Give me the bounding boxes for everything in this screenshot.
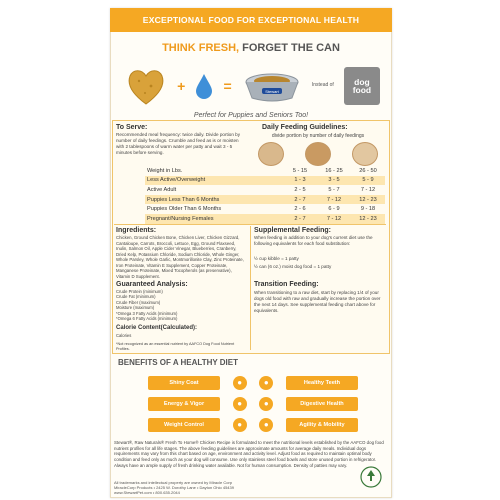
- supplemental-title: Supplemental Feeding:: [254, 227, 332, 234]
- large-dog-icon: [352, 142, 378, 166]
- paw-icon: ●: [233, 376, 247, 390]
- tagline: Perfect for Puppies and Seniors Too!: [193, 112, 309, 119]
- medium-dog-icon: [305, 142, 331, 166]
- paw-icon: ●: [259, 397, 273, 411]
- headline-part1: THINK FRESH,: [162, 42, 243, 54]
- supplemental-line2: ½ can (6 oz.) moist dog food = 1 patty: [254, 264, 332, 269]
- paw-icon: ●: [233, 397, 247, 411]
- top-banner: EXCEPTIONAL FOOD FOR EXCEPTIONAL HEALTH: [110, 8, 392, 32]
- guidelines-title: Daily Feeding Guidelines:: [262, 124, 348, 131]
- supplemental-text: When feeding in addition to your dog's current diet use the following equivalents for each food substitution:: [254, 235, 373, 246]
- headline-part2: FORGET THE CAN: [242, 42, 340, 54]
- address-block: [114, 480, 354, 496]
- instead-of-label: Instead of: [311, 82, 334, 89]
- feeding-table: [145, 166, 385, 224]
- benefit-row: [148, 372, 358, 393]
- table-row: Pregnant/Nursing Females 2 - 7 7 - 12 12 - 23: [145, 214, 385, 224]
- table-row: Puppies Less Than 6 Months 2 - 7 7 - 12 12 - 23: [145, 195, 385, 205]
- benefits-title: BENEFITS OF A HEALTHY DIET: [118, 358, 239, 367]
- food-bowl-icon: [242, 68, 302, 104]
- can-label: dog food: [352, 76, 372, 95]
- supplemental-line1: ½ cup kibble = 1 patty: [254, 256, 299, 261]
- visual-equation: [125, 60, 380, 112]
- column-divider: [250, 226, 251, 350]
- ingredients-text: Chicken, Ground Chicken Bone, Chicken Liver, Chicken Gizzard, Cantaloupe, Carrots, Broccoli, Lettuce, Egg, Ground Flaxseed, Inulin, Salmon Oil, Apple Cider Vinegar, Blueberries, Cranberry, Dried Kelp, Potassium Chloride, Sodium Chloride, Whole Ginger, Whole Parsley, Whole Garlic, Montmorillonite Clay, Zinc Proteinate, Iron Proteinate, Vitamin E Supplement, Copper Proteinate, Manganese Proteinate, Mixed Tocopherols (as preservative), Vitamin D Supplement.: [116, 235, 244, 280]
- guidelines-subtitle: divide portion by number of daily feedings: [271, 133, 365, 139]
- paw-icon: ●: [259, 418, 273, 432]
- recycle-icon: [360, 466, 382, 488]
- benefit-pill: Weight Control: [148, 418, 220, 432]
- analysis-row: *Omega 6 Fatty Acids (minimum): [116, 316, 178, 322]
- heart-patty-icon: [125, 66, 167, 106]
- footnote: *Not recognized as an essential nutrient by AAFCO Dog Food Nutrient Profiles.: [116, 342, 235, 351]
- bowl-brand-label: Stewart: [264, 89, 279, 94]
- analysis-row: Moisture (maximum): [116, 305, 155, 311]
- equals-sign: =: [223, 78, 232, 94]
- benefit-row: [148, 393, 358, 414]
- analysis-row: Crude Fat (minimum): [116, 294, 156, 300]
- table-row: Less Active/Overweight 1 - 3 3 - 5 5 - 9: [145, 176, 385, 186]
- paw-icon: ●: [233, 418, 247, 432]
- address-line: All trademarks and intellectual property are owned by Miracle Corp: [114, 480, 233, 485]
- benefit-pill: Shiny Coat: [148, 376, 220, 390]
- address-line: www.StewartPet.com • 800.635.2044: [114, 490, 180, 496]
- calorie-title: Calorie Content(Calculated):: [116, 325, 198, 331]
- dog-food-can: [344, 67, 380, 105]
- water-drop-icon: [195, 73, 213, 99]
- analysis-row: *Omega 3 Fatty Acids (minimum): [116, 310, 178, 316]
- headline: [110, 42, 392, 54]
- benefit-row: [148, 414, 358, 435]
- analysis-row: Crude Protein (minimum): [116, 289, 163, 294]
- calorie-text: Calories: [116, 333, 132, 338]
- transition-text: When transitioning to a raw diet, start by replacing 1/4 of your dogs old food with raw and gradually increase the portion over the next 14 days. See supplemental feeding chart above for equivalents.: [254, 290, 381, 313]
- table-row: Active Adult 2 - 5 5 - 7 7 - 12: [147, 186, 376, 193]
- dog-size-images: [248, 142, 388, 164]
- analysis-title: Guaranteed Analysis:: [116, 281, 188, 288]
- plus-sign: +: [177, 78, 186, 94]
- section-divider: [114, 224, 386, 225]
- benefit-pill: Healthy Teeth: [286, 376, 358, 390]
- benefit-pill: Agility & Mobility: [286, 418, 358, 432]
- ingredients-title: Ingredients:: [116, 227, 157, 234]
- small-dog-icon: [258, 142, 284, 166]
- to-serve-title: To Serve:: [116, 124, 148, 131]
- table-row: Weight in Lbs. 5 - 15 16 - 25 26 - 50: [147, 167, 377, 174]
- transition-title: Transition Feeding:: [254, 281, 319, 288]
- benefits-grid: [148, 372, 358, 435]
- paw-icon: ●: [259, 376, 273, 390]
- analysis-list: [116, 289, 246, 322]
- benefit-pill: Digestive Health: [286, 397, 358, 411]
- to-serve-text: Recommended meal frequency: twice daily. Divide portion by number of daily feedings. Crumble and feed as is or moisten with 2 tablespoons of warm water per patty and wait 3 - 5 minutes before serving.: [116, 132, 241, 155]
- table-row: Puppies Older Than 6 Months 2 - 6 6 - 9 9 - 18: [147, 206, 376, 213]
- benefit-pill: Energy & Vigor: [148, 397, 220, 411]
- address-line: MiracleCorp Products • 2425 W. Dorothy Lane • Dayton Ohio 45439: [114, 485, 234, 491]
- formulation-statement: Stewart®, Raw Naturals® Fresh To Home® Chicken Recipe is formulated to meet the nutritional levels established by the AAFCO dog food nutrient profiles for all life stages. The above feeding guidelines are approximate amounts for average daily meals. Individual dogs requirements may vary from this chart based on age, environment and activity level. Adjust food as required to maintain optimal body condition and feed only as much as your dog will consume. Use only stainless steel food bowls and store unused portion in refrigerator. Always have an ample supply of fresh drinking water available. Not for human consumption. Density of patties may vary.: [114, 440, 384, 468]
- analysis-row: Crude Fiber (maximum): [116, 299, 161, 305]
